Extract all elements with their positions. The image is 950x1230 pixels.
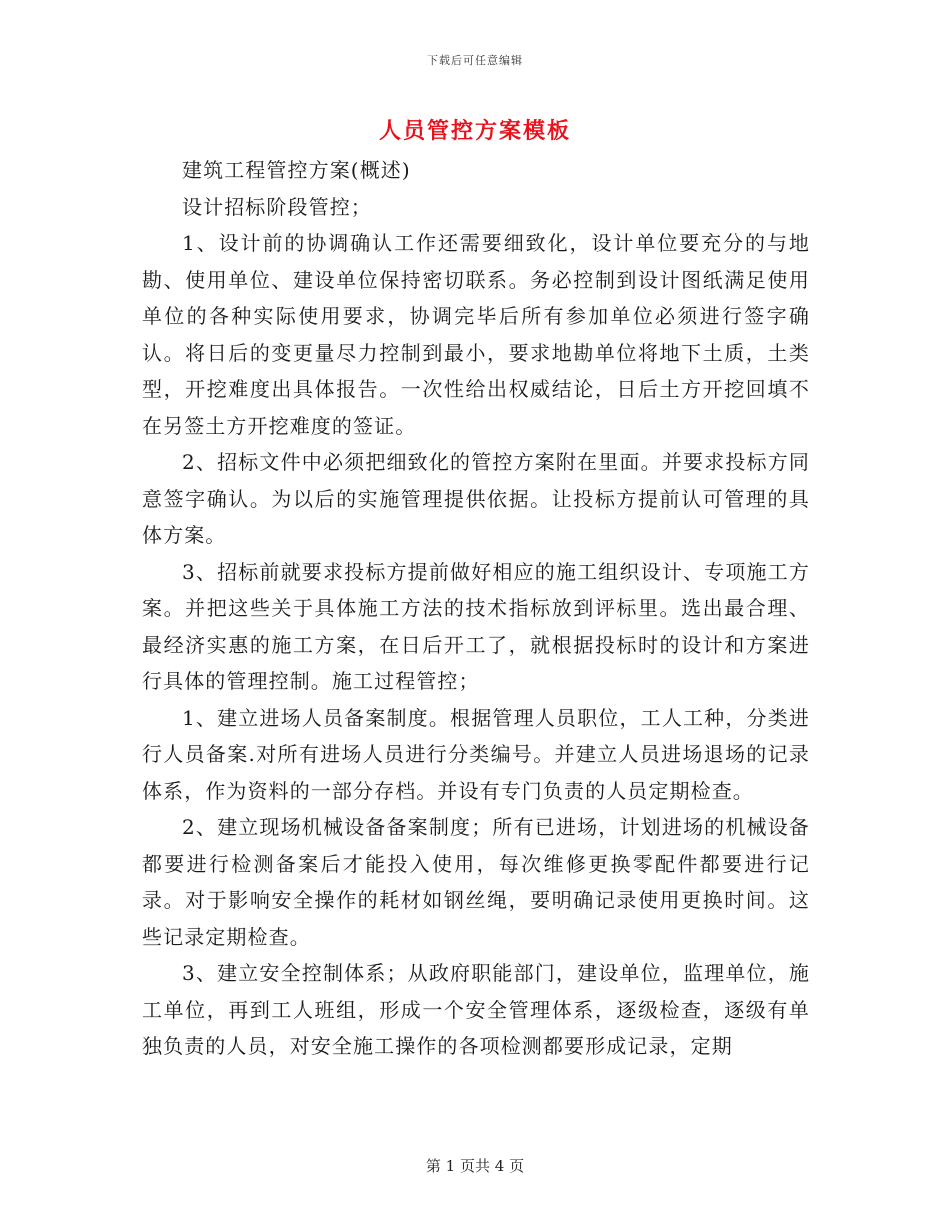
paragraph-design-bidding-heading: 设计招标阶段管控； — [182, 194, 372, 219]
document-title: 人员管控方案模板 — [378, 118, 571, 144]
paragraph-overview: 建筑工程管控方案(概述) — [182, 158, 411, 182]
paragraph-design-item-1: 1、设计前的协调确认工作还需要细致化，设计单位要充分的与地勘、使用单位、建设单位保持密切联系。务必控制到设计图纸满足使用单位的各种实际使用要求，协调完毕后所有参加单位必须进行签字确认。将日后的变更量尽力控制到最小，要求地勘单位将地下土质，土类型，开挖难度出具体报告。一次性给出权威结论，日后土方开挖回填不在另签土方开挖难度的签证。 — [142, 231, 810, 438]
paragraph-design-item-3: 3、招标前就要求投标方提前做好相应的施工组织设计、专项施工方案。并把这些关于具体施工方法的技术指标放到评标里。选出最合理、最经济实惠的施工方案，在日后开工了，就根据投标时的设计和方案进行具体的管理控制。施工过程管控； — [142, 559, 810, 693]
page-header-note: 下载后可任意编辑 — [427, 54, 523, 67]
page-number-footer: 第 1 页共 4 页 — [425, 1157, 525, 1175]
document-body — [142, 152, 810, 1065]
paragraph-design-item-2: 2、招标文件中必须把细致化的管控方案附在里面。并要求投标方同意签字确认。为以后的实施管理提供依据。让投标方提前认可管理的具体方案。 — [142, 450, 810, 547]
paragraph-construction-item-2: 2、建立现场机械设备备案制度；所有已进场，计划进场的机械设备都要进行检测备案后才能投入使用，每次维修更换零配件都要进行记录。对于影响安全操作的耗材如钢丝绳，要明确记录使用更换时间。这些记录定期检查。 — [142, 815, 810, 949]
paragraph-construction-item-1: 1、建立进场人员备案制度。根据管理人员职位，工人工种，分类进行人员备案.对所有进场人员进行分类编号。并建立人员进场退场的记录体系，作为资料的一部分存档。并设有专门负责的人员定期检查。 — [142, 705, 810, 803]
paragraph-construction-item-3: 3、建立安全控制体系；从政府职能部门，建设单位，监理单位，施工单位，再到工人班组，形成一个安全管理体系，逐级检查，逐级有单独负责的人员，对安全施工操作的各项检测都要形成记录，定期 — [142, 961, 810, 1058]
